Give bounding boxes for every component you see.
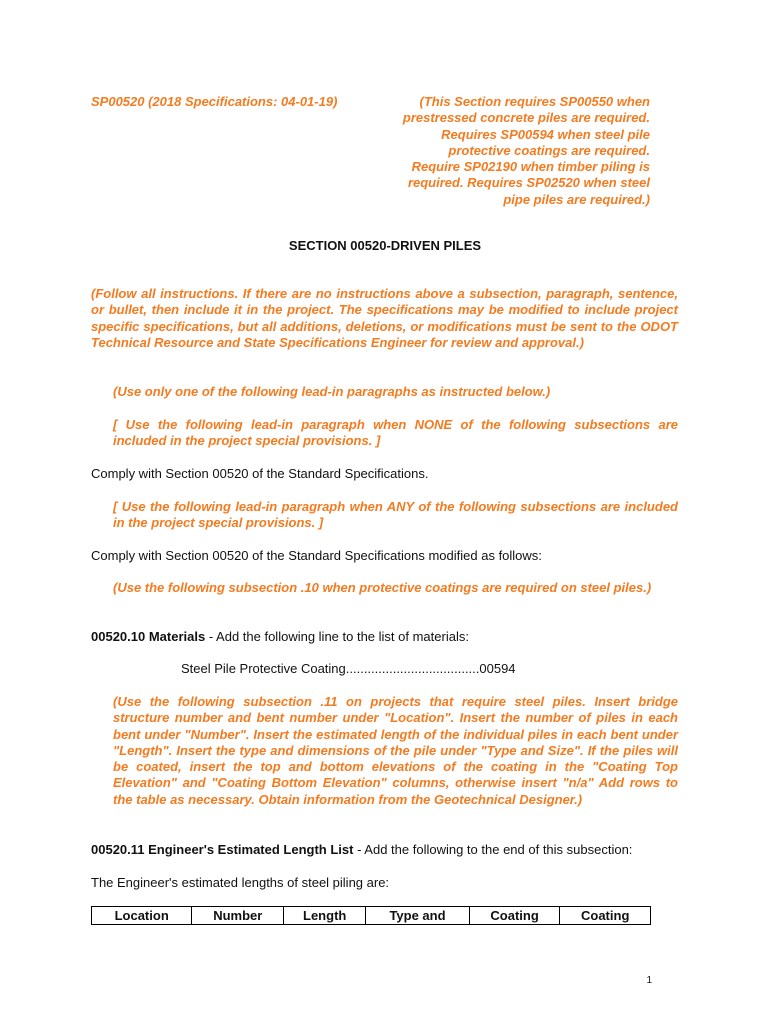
- column-header-length: Length: [284, 907, 366, 925]
- column-header-type: Type and: [366, 907, 470, 925]
- page-number: 1: [646, 975, 652, 986]
- length-list-instruction: - Add the following to the end of this subsection:: [353, 842, 633, 857]
- column-header-location: Location: [92, 907, 192, 925]
- materials-list-item: Steel Pile Protective Coating.....................................00594: [181, 661, 516, 676]
- leadin-choice-note: (Use only one of the following lead-in paragraphs as instructed below.): [113, 384, 551, 399]
- none-leadin-note: [ Use the following lead-in paragraph when NONE of the following subsections are included in the project special provisions. ]: [113, 417, 678, 449]
- follow-instructions-note: (Follow all instructions. If there are no instructions above a subsection, paragraph, sentence, or bullet, then include it in the project. The specifications may be modified to include project specific specifications, but all additions, deletions, or modifications must be sent to the ODOT Technical Resource and State Specifications Engineer for review and approval.): [91, 286, 678, 350]
- requirements-line: Requires SP00594 when steel pile: [441, 126, 650, 142]
- comply-paragraph: Comply with Section 00520 of the Standard Specifications.: [91, 466, 429, 481]
- length-list-subsection: [91, 842, 632, 858]
- length-list-heading: 00520.11 Engineer's Estimated Length List: [91, 842, 354, 857]
- column-header-coating-bottom: Coating: [560, 907, 651, 925]
- comply-modified-paragraph: Comply with Section 00520 of the Standard Specifications modified as follows:: [91, 548, 542, 563]
- requirements-line: prestressed concrete piles are required.: [402, 110, 650, 126]
- subsection-10-note: (Use the following subsection .10 when protective coatings are required on steel piles.): [113, 580, 652, 595]
- section-requirements-note: [350, 94, 650, 208]
- materials-instruction: - Add the following line to the list of materials:: [205, 629, 469, 644]
- table-header-row: [92, 907, 651, 925]
- requirements-line: required. Requires SP02520 when steel: [407, 175, 650, 191]
- spec-id-header: SP00520 (2018 Specifications: 04-01-19): [91, 94, 338, 109]
- requirements-line: Require SP02190 when timber piling is: [411, 159, 650, 175]
- section-title: SECTION 00520-DRIVEN PILES: [288, 238, 482, 253]
- column-header-coating-top: Coating: [469, 907, 560, 925]
- lengths-intro: The Engineer's estimated lengths of steel piling are:: [91, 875, 390, 890]
- requirements-line: pipe piles are required.): [503, 191, 650, 207]
- requirements-line: (This Section requires SP00550 when: [419, 94, 650, 109]
- materials-subsection: [91, 629, 469, 645]
- any-leadin-note: [ Use the following lead-in paragraph when ANY of the following subsections are included in the project special provisions. ]: [113, 499, 678, 531]
- column-header-number: Number: [192, 907, 284, 925]
- materials-heading: 00520.10 Materials: [91, 629, 206, 644]
- subsection-11-note: (Use the following subsection .11 on projects that require steel piles. Insert bridge structure number and bent number under "Location". Insert the number of piles in each bent under "Number". Insert the estimated length of the individual piles in each bent under "Length". Insert the type and dimensions of the pile under "Type and Size". If the piles will be coated, insert the top and bottom elevations of the coating in the "Coating Top Elevation" and "Coating Bottom Elevation" columns, otherwise insert "n/a" Add rows to the table as necessary. Obtain information from the Geotechnical Designer.): [113, 694, 678, 807]
- estimated-length-table: [91, 906, 651, 925]
- requirements-line: protective coatings are required.: [448, 142, 650, 158]
